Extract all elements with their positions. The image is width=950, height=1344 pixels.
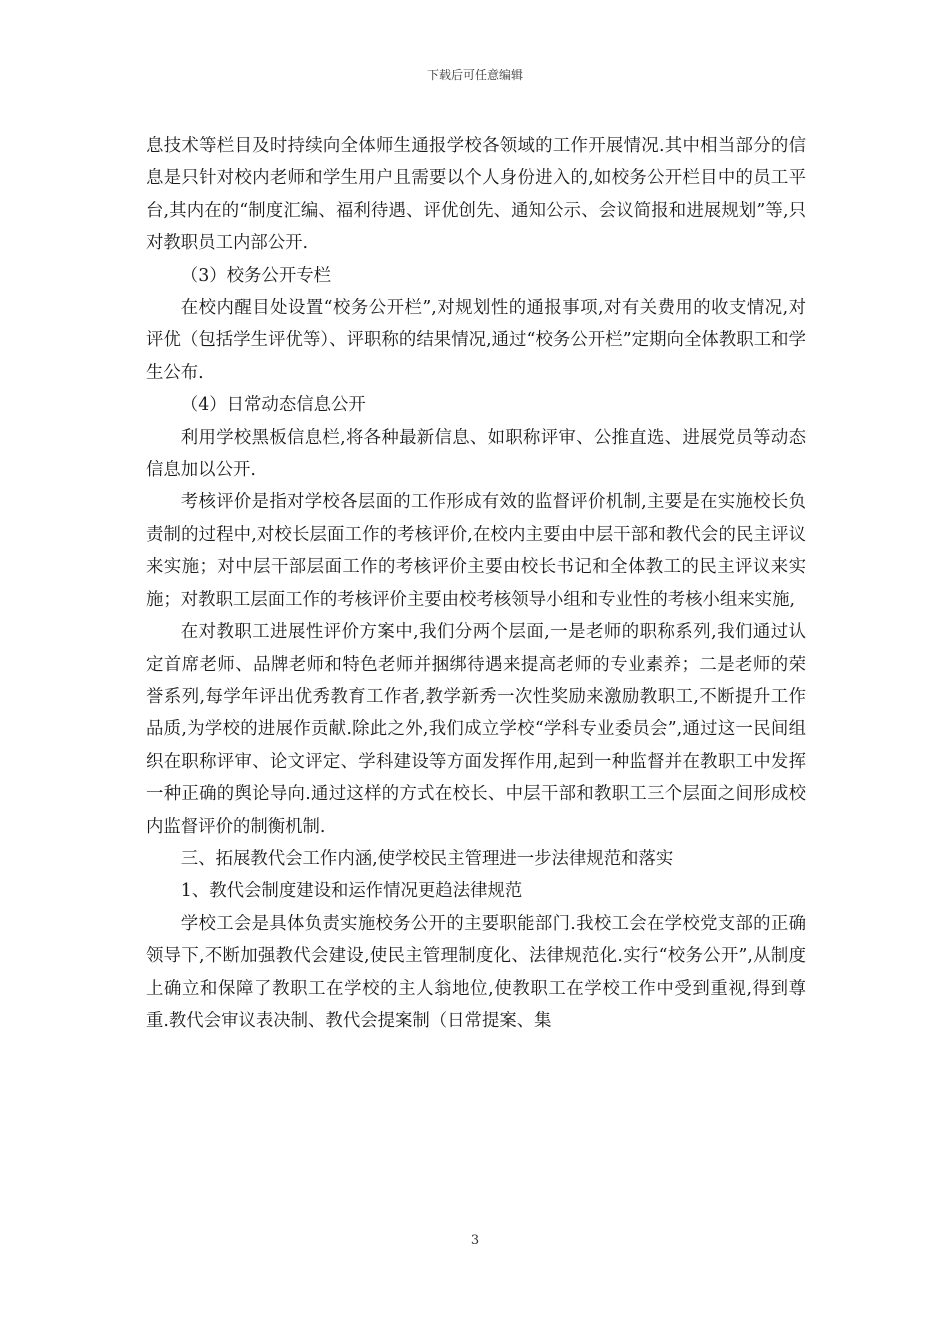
page-number: 3 bbox=[470, 1233, 480, 1248]
paragraph: 在对教职工进展性评价方案中,我们分两个层面,一是老师的职称系列,我们通过认定首席老师、品牌老师和特色老师并捆绑待遇来提高老师的专业素养；二是老师的荣誉系列,每学年评出优秀教育工作者,教学新秀一次性奖励来激励教职工,不断提升工作品质,为学校的进展作贡献.除此之外,我们成立学校“学科专业委员会”,通过这一民间组织在职称评审、论文评定、学科建设等方面发挥作用,起到一种监督并在教职工中发挥一种正确的舆论导向.通过这样的方式在校长、中层干部和教职工三个层面之间形成校内监督评价的制衡机制. bbox=[146, 622, 806, 837]
subheading-congress: 1、教代会制度建设和运作情况更趋法律规范 bbox=[180, 881, 523, 902]
section-heading: 三、拓展教代会工作内涵,使学校民主管理进一步法律规范和落实 bbox=[180, 848, 674, 869]
paragraph: 学校工会是具体负责实施校务公开的主要职能部门.我校工会在学校党支部的正确领导下,不断加强教代会建设,使民主管理制度化、法律规范化.实行“校务公开”,从制度上确立和保障了教职工在学校的主人翁地位,使教职工在学校工作中受到重视,得到尊重.教代会审议表决制、教代会提案制（日常提案、集 bbox=[146, 913, 806, 1031]
subheading-daily-info: （4）日常动态信息公开 bbox=[180, 395, 366, 416]
paragraph: 考核评价是指对学校各层面的工作形成有效的监督评价机制,主要是在实施校长负责制的过程中,对校长层面工作的考核评价,在校内主要由中层干部和教代会的民主评议来实施；对中层干部层面工作的考核评价主要由校长书记和全体教工的民主评议来实施；对教职工层面工作的考核评价主要由校考核领导小组和专业性的考核小组来实施, bbox=[146, 492, 806, 610]
paragraph-continuation: 息技术等栏目及时持续向全体师生通报学校各领域的工作开展情况.其中相当部分的信息是只针对校内老师和学生用户且需要以个人身份进入的,如校务公开栏目中的员工平台,其内在的“制度汇编、福利待遇、评优创先、通知公示、会议简报和进展规划”等,只对教职员工内部公开. bbox=[146, 136, 806, 254]
paragraph: 利用学校黑板信息栏,将各种最新信息、如职称评审、公推直选、进展党员等动态信息加以公开. bbox=[146, 427, 806, 481]
document-body bbox=[146, 130, 806, 1037]
subheading-campus-board: （3）校务公开专栏 bbox=[180, 265, 331, 286]
paragraph: 在校内醒目处设置“校务公开栏”,对规划性的通报事项,对有关费用的收支情况,对评优（包括学生评优等）、评职称的结果情况,通过“校务公开栏”定期向全体教职工和学生公布. bbox=[146, 298, 806, 383]
page-header: 下载后可任意编辑 bbox=[426, 68, 523, 82]
